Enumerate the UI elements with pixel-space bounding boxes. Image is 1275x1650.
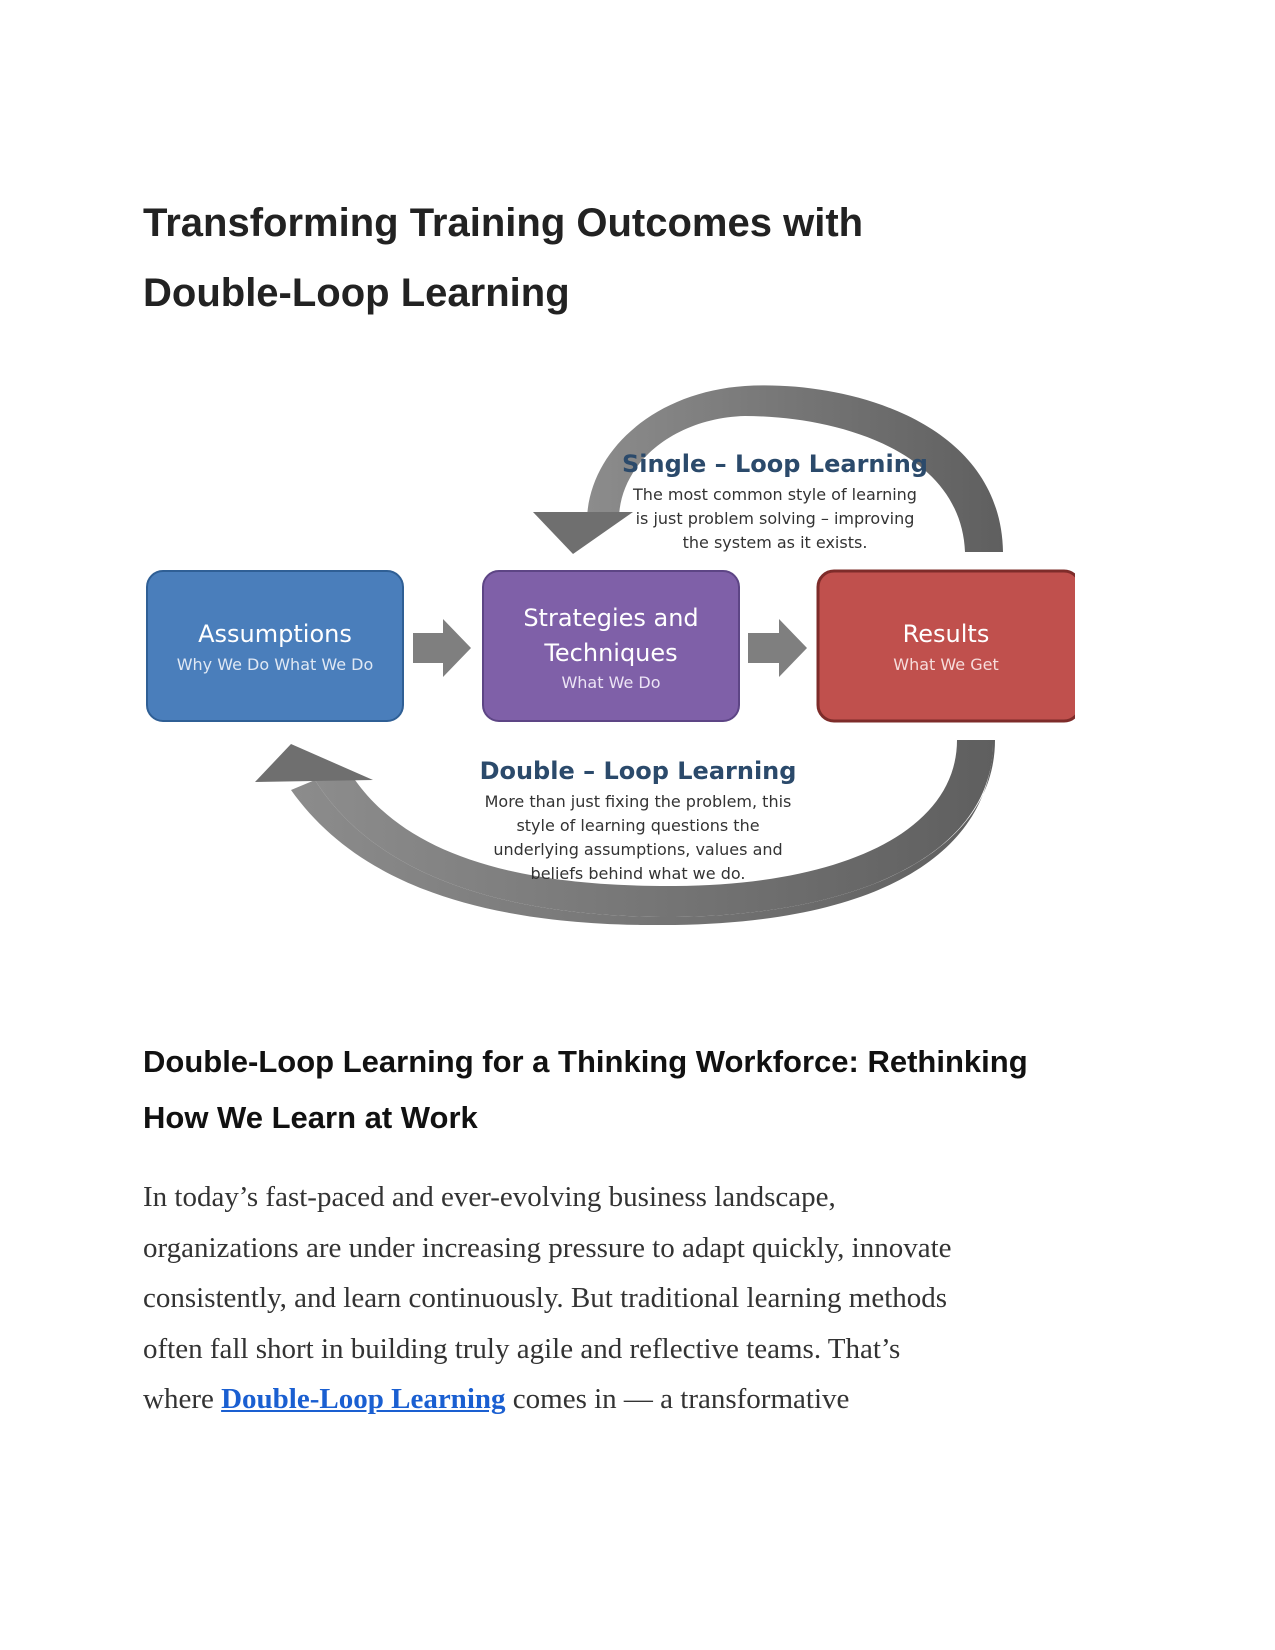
double-loop-diagram — [145, 380, 1075, 925]
strategies-subtitle: What We Do — [561, 673, 661, 692]
strategies-to-results-arrow — [748, 619, 807, 677]
double-loop-desc-line-2: style of learning questions the — [516, 816, 760, 835]
body-line-1: In today’s fast-paced and ever-evolving business landscape, — [143, 1181, 836, 1213]
double-loop-desc-line-1: More than just fixing the problem, this — [484, 792, 792, 811]
section-heading-line-1: Double-Loop Learning for a Thinking Workforce: Rethinking — [143, 1044, 1028, 1079]
double-loop-desc-line-3: underlying assumptions, values and — [493, 840, 783, 859]
double-loop-learning-link[interactable]: Double-Loop Learning — [221, 1383, 506, 1415]
single-loop-desc-line-3: the system as it exists. — [682, 533, 868, 552]
assumptions-title: Assumptions — [198, 620, 352, 648]
body-paragraph — [143, 1172, 1093, 1425]
results-subtitle: What We Get — [893, 655, 999, 674]
double-loop-arrowhead — [255, 744, 373, 782]
title-line-2: Double-Loop Learning — [143, 271, 570, 315]
assumptions-subtitle: Why We Do What We Do — [176, 655, 374, 674]
body-line-5-prefix: where — [143, 1383, 222, 1415]
assumptions-to-strategies-arrow — [413, 619, 471, 677]
body-line-2: organizations are under increasing pressure to adapt quickly, innovate — [143, 1231, 952, 1264]
results-title: Results — [902, 620, 990, 648]
single-loop-desc-line-2: is just problem solving – improving — [635, 509, 915, 528]
body-line-5 — [143, 1374, 1093, 1425]
title-line-1: Transforming Training Outcomes with — [143, 201, 864, 245]
single-loop-arrowhead — [533, 512, 633, 554]
single-loop-desc-line-1: The most common style of learning — [633, 485, 917, 504]
double-loop-desc-line-4: beliefs behind what we do. — [530, 864, 746, 883]
section-heading — [143, 1034, 1123, 1146]
single-loop-title: Single – Loop Learning — [622, 450, 928, 478]
body-line-4: often fall short in building truly agile and reflective teams. That’s — [143, 1332, 901, 1365]
body-line-5-suffix: comes in — a transformative — [505, 1383, 850, 1415]
strategies-title-line-2: Techniques — [544, 639, 678, 667]
body-line-3: consistently, and learn continuously. But traditional learning methods — [143, 1282, 948, 1314]
document-title — [143, 188, 1123, 328]
section-heading-line-2: How We Learn at Work — [143, 1100, 478, 1135]
strategies-title-line-1: Strategies and — [523, 604, 699, 632]
double-loop-title: Double – Loop Learning — [479, 757, 797, 785]
